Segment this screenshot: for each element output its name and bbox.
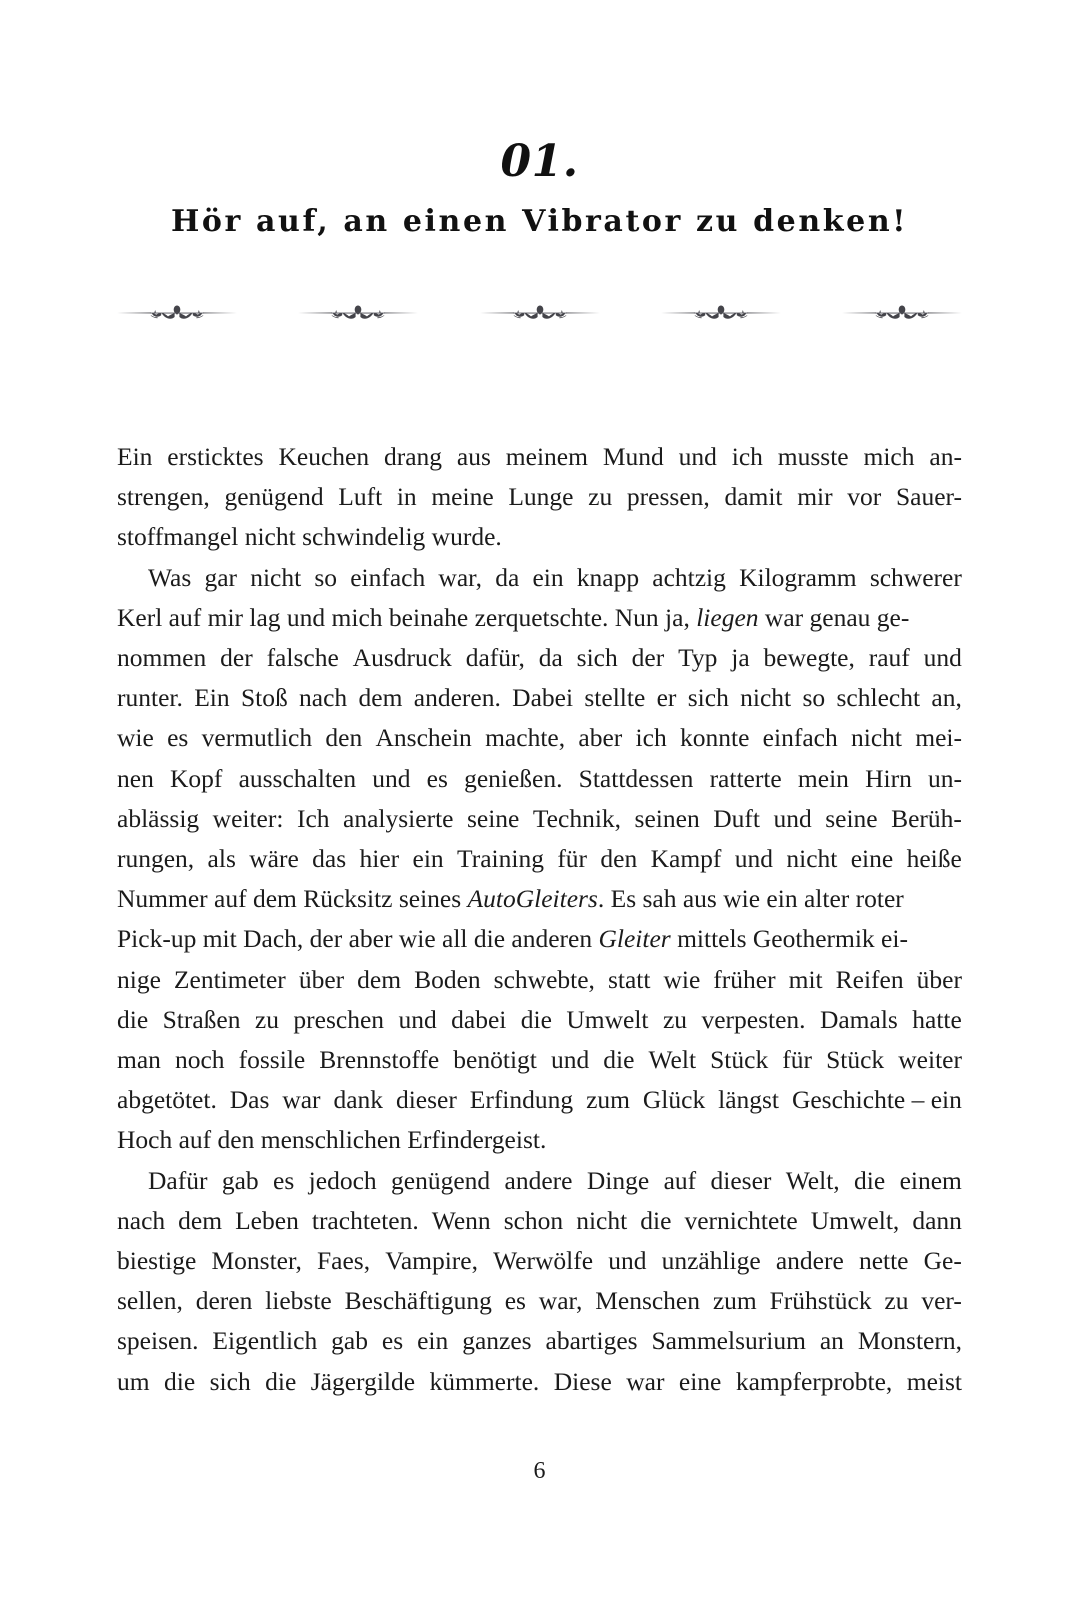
text-line: wie es vermutlich den Anschein machte, aber ich konnte einfach nicht mei-: [117, 723, 962, 753]
emphasis: AutoGleiters: [467, 884, 598, 914]
text-line: biestige Monster, Faes, Vampire, Werwölfe und unzählige andere nette Ge-: [117, 1246, 962, 1276]
text-line: die Straßen zu preschen und dabei die Umwelt zu verpesten. Damals hatte: [117, 1004, 962, 1034]
text-line: Ein ersticktes Keuchen drang aus meinem Mund und ich musste mich an-: [117, 442, 962, 471]
emphasis: liegen: [696, 602, 759, 632]
paragraph: [117, 558, 962, 1161]
text-line: Was gar nicht so einfach war, da ein knapp achtzig Kilogramm schwerer: [148, 562, 962, 592]
text-line: strengen, genügend Luft in meine Lunge zu pressen, damit mir vor Sauer-: [117, 482, 962, 512]
text-line: runter. Ein Stoß nach dem anderen. Dabei stellte er sich nicht so schlecht an,: [117, 683, 962, 713]
fleuron-ornament: [480, 299, 600, 327]
text-line: nommen der falsche Ausdruck dafür, da sich der Typ ja bewegte, rauf und: [117, 643, 962, 673]
ornamental-divider: [117, 296, 962, 330]
text-line: stoffmangel nicht schwindelig wurde.: [117, 522, 502, 552]
fleuron-ornament: [298, 299, 418, 327]
text-line: nige Zentimeter über dem Boden schwebte, statt wie früher mit Reifen über: [117, 964, 962, 994]
text-line: sellen, deren liebste Beschäftigung es war, Menschen zum Frühstück zu ver-: [117, 1286, 962, 1316]
paragraph: [117, 437, 962, 558]
text-line: Dafür gab es jedoch genügend andere Dinge auf dieser Welt, die einem: [148, 1165, 962, 1195]
body-text: [117, 437, 962, 1402]
chapter-title: Hör auf, an einen Vibrator zu denken!: [170, 204, 909, 239]
page-number: 6: [533, 1458, 546, 1484]
text-line: speisen. Eigentlich gab es ein ganzes abartiges Sammelsurium an Monstern,: [117, 1326, 962, 1356]
emphasis: Gleiter: [598, 924, 671, 954]
text-line: Kerl auf mir lag und mich beinahe zerquetschte. Nun ja, liegen war genau ge-: [117, 602, 910, 632]
chapter-number: 01.: [500, 136, 579, 187]
text-line: Hoch auf den menschlichen Erfindergeist.: [117, 1125, 547, 1155]
text-line: rungen, als wäre das hier ein Training für den Kampf und nicht eine heiße: [117, 844, 962, 874]
text-line: nach dem Leben trachteten. Wenn schon nicht die vernichtete Umwelt, dann: [117, 1205, 962, 1235]
fleuron-ornament: [842, 299, 962, 327]
text-line: abgetötet. Das war dank dieser Erfindung zum Glück längst Geschichte – ein: [117, 1085, 962, 1115]
text-line: Pick-up mit Dach, der aber wie all die anderen Gleiter mittels Geothermik ei-: [117, 924, 908, 954]
text-line: nen Kopf ausschalten und es genießen. Stattdessen ratterte mein Hirn un-: [117, 763, 962, 793]
fleuron-ornament: [117, 299, 237, 327]
text-line: Nummer auf dem Rücksitz seines AutoGleiters. Es sah aus wie ein alter roter: [117, 884, 904, 914]
fleuron-ornament: [661, 299, 781, 327]
text-line: man noch fossile Brennstoffe benötigt und die Welt Stück für Stück weiter: [117, 1045, 962, 1075]
text-line: um die sich die Jägergilde kümmerte. Diese war eine kampferprobte, meist: [117, 1366, 962, 1396]
text-line: ablässig weiter: Ich analysierte seine Technik, seinen Duft und seine Berüh-: [117, 803, 962, 833]
paragraph: [117, 1161, 962, 1402]
